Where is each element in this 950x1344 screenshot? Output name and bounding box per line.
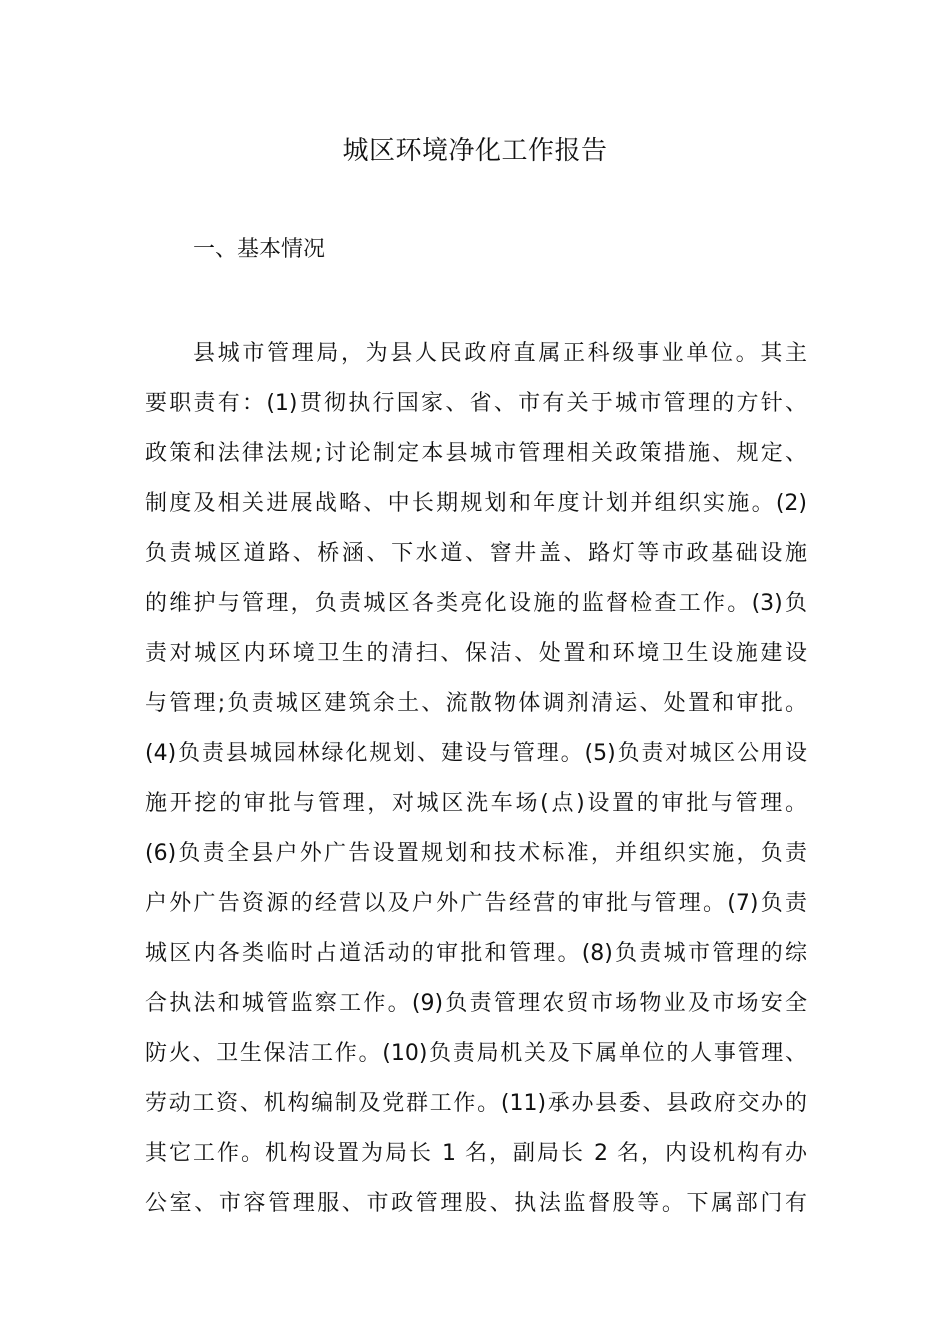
paragraph-line: 制度及相关进展战略、中长期规划和年度计划并组织实施。(2): [145, 491, 807, 516]
paragraph-line: 防火、卫生保洁工作。(10)负责局机关及下属单位的人事管理、: [145, 1041, 807, 1066]
paragraph-line: 施开挖的审批与管理，对城区洗车场(点)设置的审批与管理。: [145, 791, 807, 816]
paragraph-line: 户外广告资源的经营以及户外广告经营的审批与管理。(7)负责: [145, 891, 807, 916]
paragraph-line: 要职责有：(1)贯彻执行国家、省、市有关于城市管理的方针、: [145, 391, 807, 416]
paragraph-line: 责对城区内环境卫生的清扫、保洁、处置和环境卫生设施建设: [145, 641, 807, 666]
document-title: 城区环境净化工作报告: [342, 136, 608, 166]
paragraph-line: 劳动工资、机构编制及党群工作。(11)承办县委、县政府交办的: [145, 1091, 807, 1116]
paragraph-line: 公室、市容管理服、市政管理股、执法监督股等。下属部门有: [145, 1191, 807, 1216]
paragraph-line: (4)负责县城园林绿化规划、建设与管理。(5)负责对城区公用设: [145, 741, 807, 766]
paragraph-line: 县城市管理局，为县人民政府直属正科级事业单位。其主: [193, 341, 807, 366]
paragraph-line: 的维护与管理，负责城区各类亮化设施的监督检查工作。(3)负: [145, 591, 807, 616]
body-paragraph: [145, 332, 807, 1232]
section-heading: 一、基本情况: [193, 237, 326, 262]
paragraph-line: (6)负责全县户外广告设置规划和技术标准，并组织实施，负责: [145, 841, 807, 866]
paragraph-line: 其它工作。机构设置为局长 1 名，副局长 2 名，内设机构有办: [145, 1141, 807, 1166]
paragraph-line: 城区内各类临时占道活动的审批和管理。(8)负责城市管理的综: [145, 941, 807, 966]
paragraph-line: 合执法和城管监察工作。(9)负责管理农贸市场物业及市场安全: [145, 991, 807, 1016]
paragraph-line: 与管理;负责城区建筑余土、流散物体调剂清运、处置和审批。: [145, 691, 807, 716]
paragraph-line: 政策和法律法规;讨论制定本县城市管理相关政策措施、规定、: [145, 441, 807, 466]
paragraph-line: 负责城区道路、桥涵、下水道、窨井盖、路灯等市政基础设施: [145, 541, 807, 566]
